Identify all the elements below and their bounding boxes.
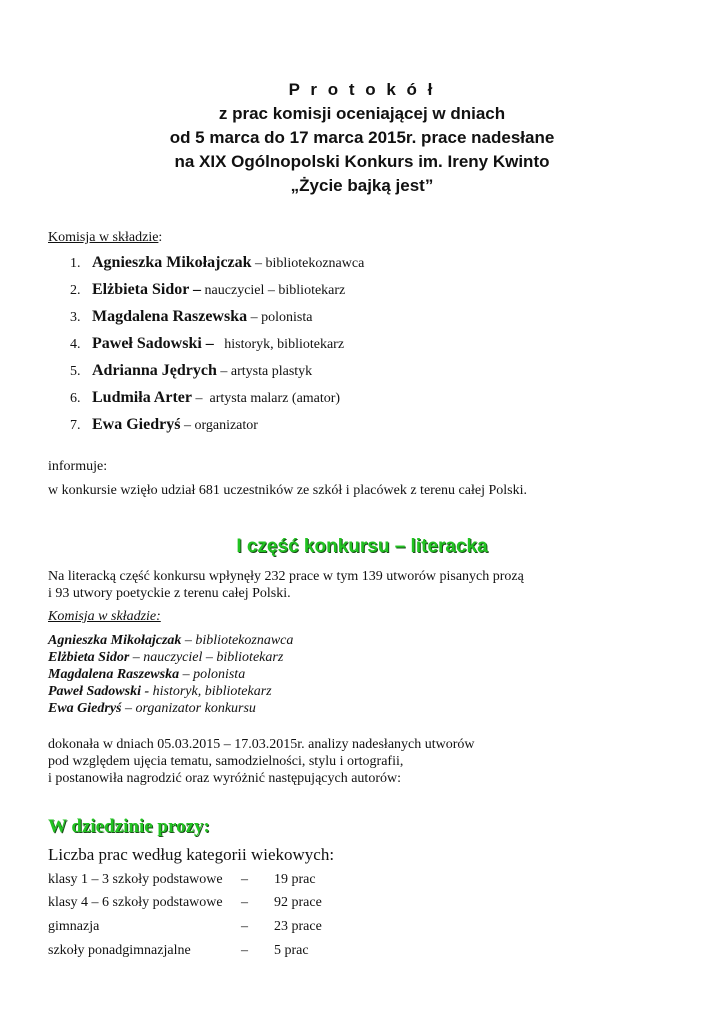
category-count: 19 prac: [274, 872, 316, 887]
committee-member: [70, 361, 312, 382]
protocol-subtitle-line-3: na XIX Ogólnopolski Konkurs im. Ireny Kwinto: [174, 152, 550, 171]
member-role: – organizator konkursu: [121, 701, 256, 716]
committee-member: [70, 280, 345, 301]
committee-label-row: [48, 229, 162, 246]
member-number: 6.: [70, 391, 81, 406]
member-number: 7.: [70, 418, 81, 433]
committee-member: [70, 415, 258, 436]
category-dash: –: [241, 943, 248, 958]
member-name: Paweł Sadowski –: [92, 335, 214, 352]
member-name: Ludmiła Arter: [92, 389, 192, 406]
protocol-subtitle-line-1: z prac komisji oceniającej w dniach: [218, 104, 506, 123]
member-role: – bibliotekoznawca: [181, 633, 294, 648]
member-name: Ewa Giedryś: [48, 701, 122, 716]
member-role: – polonista: [179, 667, 246, 682]
committee-member: [70, 334, 344, 355]
member-name: Elżbieta Sidor –: [92, 281, 202, 298]
category-name: klasy 1 – 3 szkoły podstawowe: [48, 872, 223, 887]
committee-label-colon: :: [158, 230, 163, 245]
part1-committee-label: Komisja w składzie:: [48, 609, 161, 624]
category-name: klasy 4 – 6 szkoły podstawowe: [48, 895, 223, 910]
contest-title: „Życie bajką jest”: [290, 176, 434, 195]
protocol-subtitle-line-2: od 5 marca do 17 marca 2015r. prace nadesłane: [169, 128, 555, 147]
category-name: gimnazja: [48, 919, 100, 934]
member-name: Agnieszka Mikołajczak: [92, 254, 252, 271]
prose-heading: W dziedzinie prozy:: [48, 816, 210, 837]
part1-committee-member: [48, 632, 293, 649]
committee-member: [70, 307, 312, 328]
participants-summary: w konkursie wzięło udział 681 uczestników ze szkół i placówek z terenu całej Polski.: [48, 483, 527, 498]
member-name: Adrianna Jędrych: [92, 362, 217, 379]
member-number: 4.: [70, 337, 81, 352]
member-role: – polonista: [247, 310, 313, 325]
part1-analysis-line-3: i postanowiła nagrodzić oraz wyróżnić następujących autorów:: [48, 771, 401, 786]
member-name: Elżbieta Sidor: [48, 650, 130, 665]
member-role: historyk, bibliotekarz: [149, 684, 272, 699]
part1-committee-member: [48, 666, 245, 683]
category-count: 92 prace: [274, 895, 322, 910]
protocol-title: P r o t o k ó ł: [288, 80, 436, 99]
member-role: – artysta malarz (amator): [192, 391, 341, 406]
member-role: nauczyciel – bibliotekarz: [201, 283, 346, 298]
member-name: Magdalena Raszewska: [92, 308, 248, 325]
category-dash: –: [241, 872, 248, 887]
member-role: historyk, bibliotekarz: [213, 337, 345, 352]
prose-subheading: Liczba prac według kategorii wiekowych:: [48, 845, 335, 864]
part1-committee-member: [48, 649, 283, 666]
member-name: Agnieszka Mikołajczak: [48, 633, 182, 648]
member-name: Paweł Sadowski -: [48, 684, 150, 699]
part1-analysis-line-2: pod względem ujęcia tematu, samodzielności, stylu i ortografii,: [48, 754, 404, 769]
informs-label: informuje:: [48, 459, 108, 474]
part1-committee-member: [48, 683, 272, 700]
category-count: 5 prac: [274, 943, 309, 958]
committee-member: [70, 253, 364, 274]
member-role: – artysta plastyk: [216, 364, 313, 379]
member-name: Ewa Giedryś: [92, 416, 181, 433]
committee-label: Komisja w składzie: [48, 230, 159, 245]
member-role: – nauczyciel – bibliotekarz: [129, 650, 284, 665]
part1-heading: I część konkursu – literacka: [236, 536, 488, 557]
category-dash: –: [241, 895, 248, 910]
member-number: 3.: [70, 310, 81, 325]
category-count: 23 prace: [274, 919, 322, 934]
member-role: – organizator: [180, 418, 258, 433]
category-dash: –: [241, 919, 248, 934]
part1-intro-line-1: Na literacką część konkursu wpłynęły 232 prace w tym 139 utworów pisanych prozą: [48, 569, 524, 584]
part1-analysis-line-1: dokonała w dniach 05.03.2015 – 17.03.2015r. analizy nadesłanych utworów: [48, 737, 475, 752]
part1-committee-member: [48, 700, 256, 717]
member-number: 2.: [70, 283, 81, 298]
member-name: Magdalena Raszewska: [48, 667, 180, 682]
category-name: szkoły ponadgimnazjalne: [48, 943, 191, 958]
part1-intro-line-2: i 93 utwory poetyckie z terenu całej Polski.: [48, 586, 291, 601]
member-number: 1.: [70, 256, 81, 271]
member-number: 5.: [70, 364, 81, 379]
committee-member: [70, 388, 340, 409]
member-role: – bibliotekoznawca: [251, 256, 365, 271]
